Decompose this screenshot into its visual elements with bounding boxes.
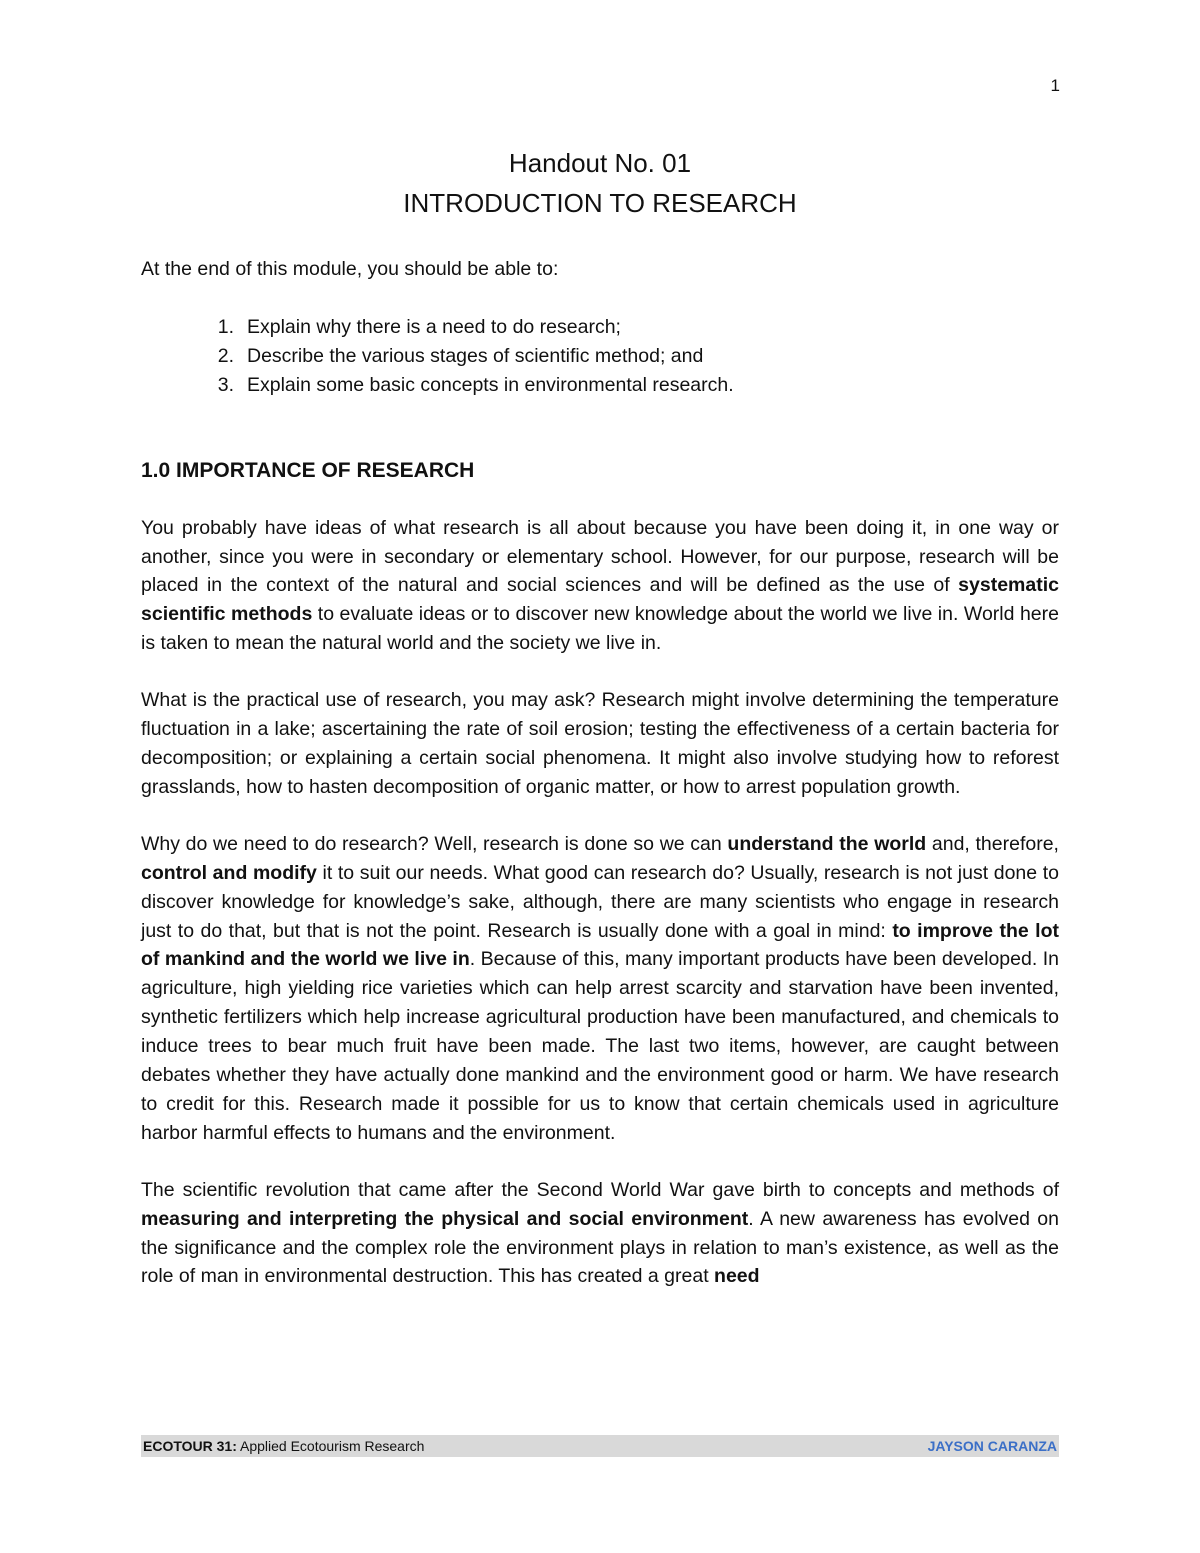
- paragraph-why-research: [141, 830, 1059, 1148]
- bold-text: measuring and interpreting the physical and social environment: [141, 1207, 749, 1230]
- page-title: INTRODUCTION TO RESEARCH: [403, 188, 797, 218]
- handout-number: Handout No. 01: [508, 148, 692, 178]
- text-run: . Because of this, many important products have been developed. In agriculture, high yielding rice varieties which can help arrest scarcity and starvation have been invented, synthetic fertilizers which help increase agricultural production have been manufactured, and chemicals to induce trees to bear much fruit have been made. The last two items, however, are caught between debates whether they have actually done mankind and the environment good or harm. We have research to credit for this. Research made it possible for us to know that certain chemicals used in agriculture harbor harmful effects to humans and the environment.: [141, 948, 1060, 1144]
- text-run: it to suit our needs. What good can research do? Usually, research is not just done to discover knowledge for knowledge’s sake, although, there are many scientists who engage in research just to do that, but that is not the point. Research is usually done with a goal in mind:: [141, 861, 1059, 942]
- title-block: [141, 143, 1059, 223]
- text-run: Why do we need to do research? Well, research is done so we can: [141, 832, 728, 855]
- bold-text: control and modify: [141, 861, 317, 884]
- paragraph-practical-use: What is the practical use of research, you may ask? Research might involve determining the temperature fluctuation in a lake; ascertaining the rate of soil erosion; testing the effectiveness of a certain bacteria for decomposition; or explaining a certain social phenomena. It might also involve studying how to reforest grasslands, how to hasten decomposition of organic matter, or how to arrest population growth.: [141, 689, 1059, 798]
- bold-text: systematic scientific methods: [141, 574, 1059, 626]
- text-run: . A new awareness has evolved on the significance and the complex role the environment plays in relation to man’s existence, as well as the role of man in environmental destruction. This has created a great: [141, 1207, 1059, 1288]
- footer-course: [143, 1438, 424, 1454]
- bold-text: understand the world: [727, 832, 927, 855]
- list-text: Explain why there is a need to do research;: [247, 315, 621, 338]
- list-number: 1.: [217, 315, 234, 338]
- list-number: 3.: [217, 373, 234, 396]
- text-run: The scientific revolution that came after the Second World War gave birth to concepts and methods of: [141, 1178, 1059, 1201]
- list-item: [141, 342, 1059, 371]
- objectives-intro: At the end of this module, you should be able to:: [141, 258, 559, 280]
- list-text: Describe the various stages of scientific method; and: [247, 344, 704, 367]
- page-number: 1: [1050, 76, 1060, 95]
- list-item: [141, 313, 1059, 342]
- text-run: You probably have ideas of what research is all about because you have been doing it, in one way or another, since you were in secondary or elementary school. However, for our purpose, research will be placed in the context of the natural and social sciences and will be defined as the use of: [141, 516, 1059, 597]
- list-text: Explain some basic concepts in environmental research.: [247, 373, 734, 396]
- list-item: [141, 371, 1059, 400]
- bold-text: need: [714, 1265, 760, 1288]
- text-run: to evaluate ideas or to discover new knowledge about the world we live in. World here is taken to mean the natural world and the society we live in.: [141, 603, 1059, 655]
- course-code: ECOTOUR 31:: [143, 1438, 237, 1454]
- document-body: [141, 255, 1059, 1319]
- list-number: 2.: [217, 344, 234, 367]
- bold-text: to improve the lot of mankind and the world we live in: [141, 919, 1059, 971]
- section-heading: 1.0 IMPORTANCE OF RESEARCH: [141, 458, 475, 482]
- course-name: Applied Ecotourism Research: [236, 1438, 425, 1454]
- page-footer: [141, 1435, 1059, 1457]
- paragraph-research-definition: [141, 514, 1059, 659]
- footer-author: JAYSON CARANZA: [927, 1438, 1057, 1454]
- objectives-list: [141, 313, 1059, 400]
- paragraph-scientific-revolution: [141, 1176, 1059, 1292]
- text-run: and, therefore,: [926, 832, 1059, 855]
